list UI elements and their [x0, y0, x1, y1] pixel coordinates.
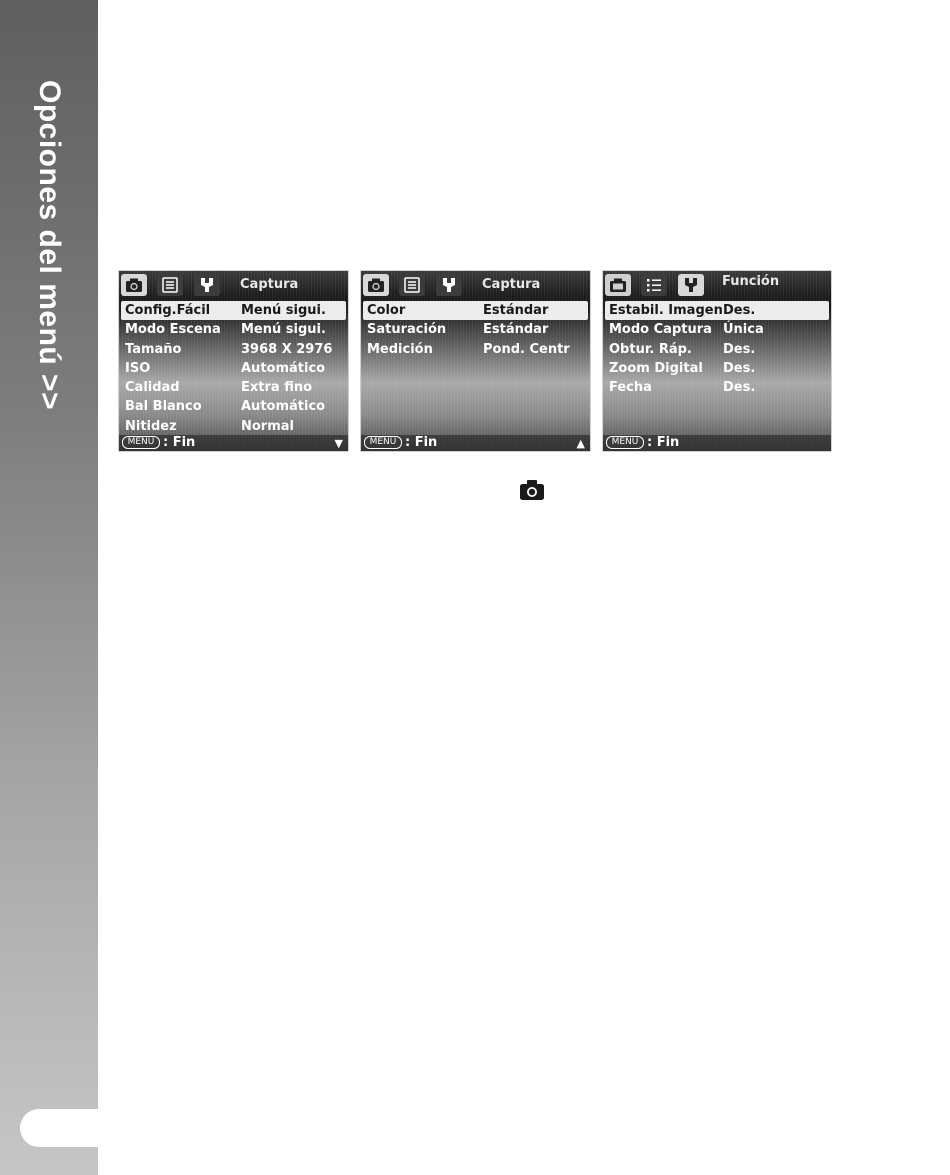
menu-item-nitidez[interactable] [119, 417, 348, 436]
scroll-up-icon: ▲ [576, 437, 585, 450]
menu-item-calidad[interactable] [119, 378, 348, 397]
menu-list [119, 301, 348, 436]
list-icon [161, 277, 179, 293]
menu-list [361, 301, 590, 359]
wrench-icon [198, 277, 216, 293]
item-value: Des. [723, 360, 756, 376]
menu-button-icon: MENU [364, 436, 402, 449]
side-tab [0, 0, 98, 1175]
item-label: Estabil. Imagen [609, 303, 723, 318]
menu-item-iso[interactable] [119, 359, 348, 378]
item-value: Pond. Centr [483, 341, 570, 357]
menu-item-tamano[interactable] [119, 340, 348, 359]
menu-title: Captura [240, 277, 299, 292]
menu-title: Función [722, 274, 780, 289]
item-label: Config.Fácil [125, 303, 211, 318]
item-label: Bal Blanco [125, 399, 202, 415]
tab-list[interactable] [399, 274, 425, 296]
item-label: Saturación [367, 322, 447, 338]
item-label: Fecha [609, 380, 652, 396]
camera-icon [519, 479, 545, 501]
tab-settings[interactable] [678, 274, 704, 296]
menu-item-color[interactable] [363, 301, 588, 320]
item-value: Estándar [483, 303, 549, 318]
item-label: Nitidez [125, 418, 177, 434]
item-label: Modo Captura [609, 322, 712, 338]
camera-icon [609, 277, 627, 293]
item-value: Des. [723, 380, 756, 396]
item-label: Obtur. Ráp. [609, 341, 692, 357]
item-value: Menú sigui. [241, 303, 326, 318]
item-value: Automático [241, 360, 326, 376]
item-label: Zoom Digital [609, 360, 703, 376]
item-value: Des. [723, 341, 756, 357]
menu-item-zoom-digital[interactable] [603, 359, 831, 378]
item-value: Menú sigui. [241, 322, 326, 338]
menu-title: Captura [482, 277, 541, 292]
item-value: Única [723, 322, 764, 338]
menu-item-fecha[interactable] [603, 378, 831, 397]
tab-settings[interactable] [194, 274, 220, 296]
menu-tabs [605, 274, 715, 296]
section-title: Opciones del menú >> [33, 80, 66, 411]
footer-hint: : Fin [163, 435, 196, 450]
item-value: Automático [241, 399, 326, 415]
camera-icon [367, 277, 385, 293]
item-value: Extra fino [241, 380, 313, 396]
menu-footer [361, 435, 590, 451]
menu-item-modo-escena[interactable] [119, 320, 348, 339]
camera-screen-function [602, 270, 832, 452]
footer-hint: : Fin [405, 435, 438, 450]
menu-item-estabil-imagen[interactable] [605, 301, 829, 320]
menu-item-modo-captura[interactable] [603, 320, 831, 339]
tab-settings[interactable] [436, 274, 462, 296]
menu-button-icon: MENU [606, 436, 644, 449]
item-value: 3968 X 2976 [241, 341, 333, 357]
list-icon [403, 277, 421, 293]
menu-button-icon: MENU [122, 436, 160, 449]
menu-item-obtur-rap[interactable] [603, 340, 831, 359]
item-label: Color [367, 303, 406, 318]
wrench-icon [440, 277, 458, 293]
menu-item-config-facil[interactable] [121, 301, 346, 320]
menu-item-saturacion[interactable] [361, 320, 590, 339]
wrench-icon [682, 277, 700, 293]
menu-item-bal-blanco[interactable] [119, 397, 348, 416]
tab-list[interactable] [641, 274, 667, 296]
menu-list [603, 301, 831, 397]
scroll-down-icon: ▼ [334, 437, 343, 450]
tab-camera[interactable] [363, 274, 389, 296]
menu-item-medicion[interactable] [361, 340, 590, 359]
camera-screen-capture-2 [360, 270, 591, 452]
item-value: Estándar [483, 322, 549, 338]
footer-hint: : Fin [647, 435, 680, 450]
tab-camera[interactable] [121, 274, 147, 296]
camera-icon [125, 277, 143, 293]
menu-tabs [363, 274, 473, 296]
list-icon [645, 277, 663, 293]
page-number-tab [20, 1109, 98, 1147]
menu-tabs [121, 274, 231, 296]
item-label: Calidad [125, 380, 180, 396]
item-label: ISO [125, 360, 151, 376]
item-label: Modo Escena [125, 322, 221, 338]
tab-list[interactable] [157, 274, 183, 296]
menu-footer [119, 435, 348, 451]
item-value: Des. [723, 303, 756, 318]
tab-camera[interactable] [605, 274, 631, 296]
item-value: Normal [241, 418, 294, 434]
item-label: Medición [367, 341, 433, 357]
item-label: Tamaño [125, 341, 182, 357]
menu-footer [603, 435, 831, 451]
camera-screen-capture-1 [118, 270, 349, 452]
